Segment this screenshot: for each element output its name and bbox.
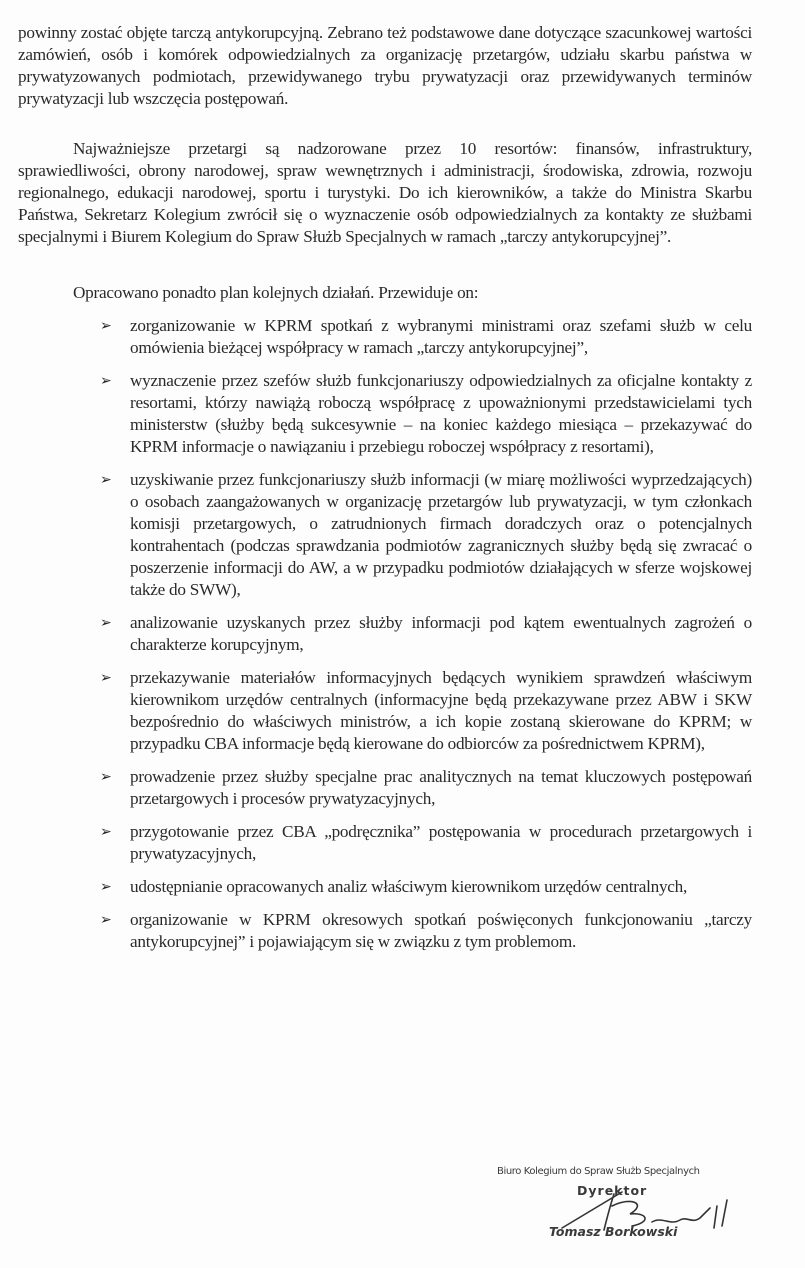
arrowhead-bullet-icon: ➢ <box>100 615 112 631</box>
list-item: ➢ uzyskiwanie przez funkcjonariuszy służb informacji (w miarę możliwości wyprzedzających) o osobach zaangażowanych w organizację przetargów lub prywatyzacji, w tym członkach komisji przetargowych, o zatrudnionych firmach doradczych oraz o potencjalnych kontrahentach (podczas sprawdzania podmiotów zagranicznych służby będą się zwracać o poszerzenie informacji do AW, a w przypadku podmiotów działających w sferze wojskowej także do SWW), <box>100 470 752 599</box>
action-plan-list <box>100 315 752 953</box>
list-item: ➢ zorganizowanie w KPRM spotkań z wybranymi ministrami oraz szefami służb w celu omówienia bieżącej współpracy w ramach „tarczy antykorupcyjnej”, <box>100 316 752 357</box>
signature-name: Tomasz Borkowski <box>549 1224 678 1239</box>
list-item: ➢ udostępnianie opracowanych analiz właściwym kierownikom urzędów centralnych, <box>100 877 688 896</box>
arrowhead-bullet-icon: ➢ <box>100 670 112 686</box>
arrowhead-bullet-icon: ➢ <box>100 769 112 785</box>
signature-block <box>497 1166 757 1239</box>
arrowhead-bullet-icon: ➢ <box>100 373 112 389</box>
paragraph-intro: powinny zostać objęte tarczą antykorupcyjną. Zebrano też podstawowe dane dotyczące szacunkowej wartości zamówień, osób i komórek odpowiedzialnych za organizację przetargów, udziału skarbu państwa w prywatyzowanych podmiotach, przewidywanego trybu prywatyzacji oraz przewidywanych terminów prywatyzacji lub wszczęcia postępowań. <box>18 23 752 108</box>
arrowhead-bullet-icon: ➢ <box>100 472 112 488</box>
arrowhead-bullet-icon: ➢ <box>100 824 112 840</box>
list-item: ➢ wyznaczenie przez szefów służb funkcjonariuszy odpowiedzialnych za oficjalne kontakty z resortami, którzy nawiążą roboczą współpracę z upoważnionymi przedstawicielami tych ministerstw (służby będą sukcesywnie – na koniec każdego miesiąca – przekazywać do KPRM informacje o nawiązaniu i przebiegu roboczej współpracy z resortami), <box>100 371 752 456</box>
paragraph-plan-intro: Opracowano ponadto plan kolejnych działań. Przewiduje on: <box>73 283 479 302</box>
arrowhead-bullet-icon: ➢ <box>100 318 112 334</box>
signature-title: Dyrektor <box>577 1183 648 1198</box>
list-item: ➢ przygotowanie przez CBA „podręcznika” postępowania w procedurach przetargowych i prywatyzacyjnych, <box>100 822 752 863</box>
list-item: ➢ przekazywanie materiałów informacyjnych będących wynikiem sprawdzeń właściwym kierownikom urzędów centralnych (informacyjne będą przekazywane przez ABW i SKW bezpośrednio do właściwych ministrów, a ich kopie zostaną skierowane do KPRM; w przypadku CBA informacje będą kierowane do odbiorców za pośrednictwem KPRM), <box>100 668 752 753</box>
paragraph-ministries: Najważniejsze przetargi są nadzorowane przez 10 resortów: finansów, infrastruktury, sprawiedliwości, obrony narodowej, spraw wewnętrznych i administracji, środowiska, zdrowia, rozwoju regionalnego, edukacji narodowej, sportu i turystyki. Do ich kierowników, a także do Ministra Skarbu Państwa, Sekretarz Kolegium zwrócił się o wyznaczenie osób odpowiedzialnych za kontakty ze służbami specjalnymi i Biurem Kolegium do Spraw Służb Specjalnych w ramach „tarczy antykorupcyjnej”. <box>18 139 752 246</box>
signature-organization: Biuro Kolegium do Spraw Służb Specjalnych <box>497 1166 700 1177</box>
list-item: ➢ analizowanie uzyskanych przez służby informacji pod kątem ewentualnych zagrożeń o charakterze korupcyjnym, <box>100 613 752 654</box>
list-item: ➢ organizowanie w KPRM okresowych spotkań poświęconych funkcjonowaniu „tarczy antykorupcyjnej” i pojawiającym się w związku z tym problemom. <box>100 910 752 951</box>
arrowhead-bullet-icon: ➢ <box>100 879 112 895</box>
list-item: ➢ prowadzenie przez służby specjalne prac analitycznych na temat kluczowych postępowań przetargowych i procesów prywatyzacyjnych, <box>100 767 752 808</box>
arrowhead-bullet-icon: ➢ <box>100 912 112 928</box>
